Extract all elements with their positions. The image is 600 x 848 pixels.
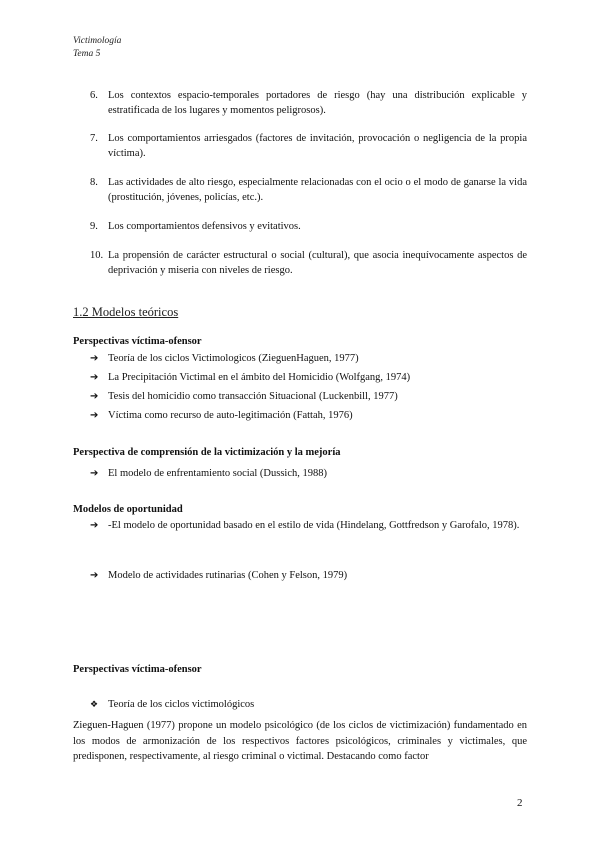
- diamond-bullet-icon: ❖: [90, 700, 99, 710]
- arrow-bullet-icon: ➔: [90, 410, 99, 421]
- list-item-text: La Precipitación Victimal en el ámbito del Homicidio (Wolfgang, 1974): [108, 372, 411, 383]
- item-number: 7.: [90, 133, 98, 144]
- item-text: Los comportamientos arriesgados (factores de invitación, provocación o negligencia de la propia víctima).: [108, 133, 527, 159]
- list-item-text: -El modelo de oportunidad basado en el estilo de vida (Hindelang, Gottfredson y Garofalo, 1978).: [108, 520, 520, 531]
- list-item: [90, 699, 254, 710]
- arrow-bullet-icon: ➔: [90, 353, 99, 364]
- item-text: Los contextos espacio-temporales portadores de riesgo (hay una distribución explicable y estratificada de los lugares y momentos peligrosos).: [108, 90, 527, 116]
- item-number: 10.: [90, 250, 104, 261]
- arrow-bullet-icon: ➔: [90, 468, 99, 479]
- list-item-text: Modelo de actividades rutinarias (Cohen y Felson, 1979): [108, 570, 348, 581]
- list-item: [90, 518, 527, 533]
- item-number: 8.: [90, 177, 98, 188]
- item-number: 6.: [90, 90, 98, 101]
- header-title: Victimología: [73, 36, 122, 46]
- arrow-bullet-icon: ➔: [90, 570, 99, 581]
- numbered-item: [90, 131, 527, 161]
- arrow-bullet-icon: ➔: [90, 520, 99, 531]
- group-heading: Perspectivas víctima-ofensor: [73, 664, 202, 675]
- item-text: La propensión de carácter estructural o social (cultural), que asocia inequívocamente aspectos de deprivación y miseria con niveles de riesgo.: [108, 250, 527, 276]
- page-number: 2: [517, 797, 523, 809]
- arrow-bullet-icon: ➔: [90, 391, 99, 402]
- group-heading: Perspectivas víctima-ofensor: [73, 336, 202, 347]
- list-item-text: Víctima como recurso de auto-legitimación (Fattah, 1976): [108, 410, 353, 421]
- header-subtitle: Tema 5: [73, 49, 101, 59]
- group-heading: Modelos de oportunidad: [73, 504, 183, 515]
- running-header: [73, 35, 121, 61]
- section-title: 1.2 Modelos teóricos: [73, 305, 179, 319]
- list-item: [90, 351, 527, 366]
- numbered-item: [90, 88, 527, 118]
- list-item: [90, 370, 527, 385]
- item-number: 9.: [90, 221, 98, 232]
- item-text: Las actividades de alto riesgo, especialmente relacionadas con el ocio o el modo de ganarse la vida (prostitución, jóvenes, policías, etc.).: [108, 177, 527, 203]
- arrow-bullet-icon: ➔: [90, 372, 99, 383]
- body-paragraph: Zieguen-Haguen (1977) propone un modelo psicológico (de los ciclos de victimización) fundamentado en los modos de armonización de los respectivos factores psicológicos, criminales y victimales, que predisponen, respectivamente, al riesgo criminal o victimal. Destacando como factor: [73, 720, 527, 762]
- list-item: [90, 408, 527, 423]
- list-item-text: El modelo de enfrentamiento social (Dussich, 1988): [108, 468, 327, 479]
- list-item: [90, 389, 527, 404]
- numbered-item: [90, 175, 527, 205]
- list-item-text: Teoría de los ciclos victimológicos: [108, 699, 255, 710]
- numbered-item: [90, 219, 527, 234]
- list-item-text: Tesis del homicidio como transacción Situacional (Luckenbill, 1977): [108, 391, 398, 402]
- numbered-item: [90, 248, 527, 278]
- item-text: Los comportamientos defensivos y evitativos.: [108, 221, 301, 232]
- list-item: [90, 568, 527, 583]
- group-heading: Perspectiva de comprensión de la victimización y la mejoría: [73, 447, 341, 458]
- list-item-text: Teoría de los ciclos Victimologicos (ZieguenHaguen, 1977): [108, 353, 359, 364]
- list-item: [90, 466, 527, 481]
